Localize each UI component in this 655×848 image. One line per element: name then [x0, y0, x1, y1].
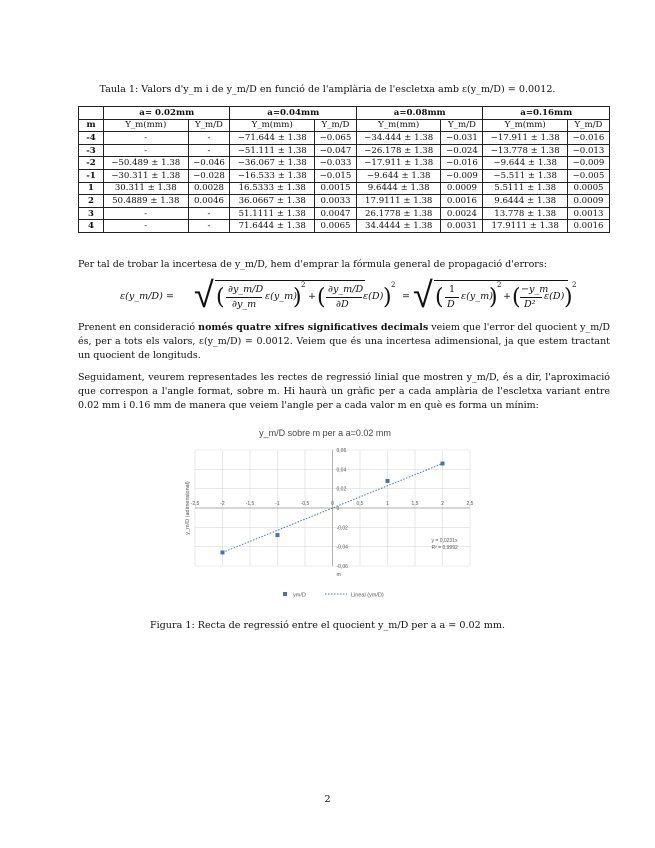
y-tick-label: -0,04	[336, 544, 348, 551]
partial-numerator: ∂y_m/D	[228, 284, 264, 295]
cell-ym: 30.311 ± 1.38	[104, 182, 189, 195]
cell-ym: 34.4444 ± 1.38	[356, 220, 441, 233]
column-header-ratio: Y_m/D	[314, 119, 356, 132]
exponent: 2	[497, 281, 502, 289]
cell-ratio: 0.0016	[441, 195, 483, 208]
cell-ratio: -	[188, 132, 230, 145]
fraction-bar	[226, 297, 262, 298]
cell-ratio: −0.005	[567, 169, 609, 182]
cell-ym: −36.067 ± 1.38	[230, 157, 315, 170]
cell-ym: 9.6444 ± 1.38	[483, 195, 568, 208]
cell-ratio: −0.028	[188, 169, 230, 182]
column-header-ym: Y_m(mm)	[104, 119, 189, 132]
paragraph-propagation: Per tal de trobar la incertesa de y_m/D, hem d'emprar la fórmula general de propagació d'errors:	[78, 259, 547, 270]
formula-term: ε(y_m)	[265, 291, 297, 302]
cell-ratio: -	[188, 220, 230, 233]
partial-denominator: ∂y_m	[232, 299, 257, 310]
page-number: 2	[324, 794, 331, 805]
table-row	[79, 182, 610, 195]
x-tick-label: -1	[275, 501, 280, 507]
x-tick-label: 0	[331, 501, 334, 507]
y-tick-label: 0,02	[336, 486, 347, 493]
cell-ratio: 0.0047	[314, 207, 356, 220]
regression-equation: y = 0,0231x	[431, 537, 458, 544]
x-tick-label: 2	[441, 501, 444, 507]
cell-ym: −9.644 ± 1.38	[483, 157, 568, 170]
cell-ym: −51.111 ± 1.38	[230, 144, 315, 157]
group-header: a=0.16mm	[483, 107, 610, 120]
paren-close: )	[383, 285, 392, 310]
equals-sign: =	[402, 291, 411, 302]
data-point	[441, 462, 445, 466]
table-row	[79, 207, 610, 220]
cell-ym: 26.1778 ± 1.38	[356, 207, 441, 220]
legend-label: Lineal (ym/D)	[351, 592, 384, 599]
paren-open: (	[317, 285, 326, 310]
paren-close: )	[489, 285, 498, 310]
column-header-ratio: Y_m/D	[441, 119, 483, 132]
paragraph-emphasis: només quatre xifres significatives decimals	[198, 322, 429, 333]
row-m-value: -1	[79, 169, 104, 182]
table-row	[79, 169, 610, 182]
table-row	[79, 144, 610, 157]
column-header-m: m	[79, 119, 104, 132]
formula-lhs: ε(y_m/D) =	[120, 291, 174, 302]
cell-ym: 17.9111 ± 1.38	[483, 220, 568, 233]
paren-close: )	[564, 285, 573, 310]
sqrt-sign: √	[194, 275, 214, 316]
cell-ratio: −0.016	[441, 157, 483, 170]
exponent: 2	[572, 281, 577, 289]
cell-ratio: 0.0016	[567, 220, 609, 233]
x-axis-label: m	[336, 572, 342, 578]
cell-ratio: −0.033	[314, 157, 356, 170]
cell-ratio: 0.0005	[567, 182, 609, 195]
cell-ym: 50.4889 ± 1.38	[104, 195, 189, 208]
cell-ym: −30.311 ± 1.38	[104, 169, 189, 182]
cell-ratio: 0.0015	[314, 182, 356, 195]
cell-ym: -	[104, 132, 189, 145]
cell-ratio: −0.009	[567, 157, 609, 170]
fraction-bar	[445, 297, 459, 298]
table-row	[79, 220, 610, 233]
cell-ratio: 0.0031	[441, 220, 483, 233]
cell-ratio: 0.0024	[441, 207, 483, 220]
column-header-ym: Y_m(mm)	[483, 119, 568, 132]
cell-ym: 5.5111 ± 1.38	[483, 182, 568, 195]
paragraph-significant-figures	[78, 321, 610, 363]
cell-ym: −5.511 ± 1.38	[483, 169, 568, 182]
cell-ym: −50.489 ± 1.38	[104, 157, 189, 170]
paren-open: (	[435, 285, 444, 310]
column-header-ym: Y_m(mm)	[356, 119, 441, 132]
group-header: a=0.08mm	[356, 107, 482, 120]
table-caption: Taula 1: Valors d'y_m i de y_m/D en funció de l'amplària de l'escletxa amb ε(y_m/D) = 0.0012.	[99, 84, 556, 95]
fraction-bar	[520, 297, 542, 298]
y-tick-label: 0,06	[336, 448, 347, 454]
y-tick-label: 0	[336, 506, 340, 512]
fraction-numerator: −y_m	[521, 284, 549, 295]
row-m-value: -2	[79, 157, 104, 170]
cell-ratio: 0.0009	[441, 182, 483, 195]
data-point	[221, 550, 225, 554]
cell-ym: −71.644 ± 1.38	[230, 132, 315, 145]
cell-ym: 71.6444 ± 1.38	[230, 220, 315, 233]
paren-open: (	[216, 285, 225, 310]
fraction-numerator: 1	[449, 284, 456, 295]
y-tick-label: -0,06	[336, 564, 348, 570]
paren-close: )	[293, 285, 302, 310]
table-group-header-row	[79, 107, 610, 120]
cell-ratio: −0.013	[567, 144, 609, 157]
cell-ratio: -	[188, 207, 230, 220]
column-header-ratio: Y_m/D	[188, 119, 230, 132]
row-m-value: 2	[79, 195, 104, 208]
y-axis-label: y_m/D (adimensional)	[185, 481, 191, 535]
x-tick-label: 1	[386, 501, 389, 507]
y-tick-label: 0,04	[336, 467, 347, 474]
fraction-denominator: D²	[524, 299, 536, 310]
table-row	[79, 195, 610, 208]
column-header-ym: Y_m(mm)	[230, 119, 315, 132]
fraction-bar	[326, 297, 362, 298]
cell-ratio: −0.031	[441, 132, 483, 145]
figure-caption: Figura 1: Recta de regressió entre el quocient y_m/D per a a = 0.02 mm.	[149, 620, 506, 631]
legend-marker-points	[283, 592, 287, 596]
x-tick-label: 0,5	[356, 501, 364, 507]
regression-chart	[165, 420, 485, 610]
cell-ratio: −0.016	[567, 132, 609, 145]
row-m-value: -3	[79, 144, 104, 157]
row-m-value: -4	[79, 132, 104, 145]
table-row	[79, 157, 610, 170]
cell-ym: 9.6444 ± 1.38	[356, 182, 441, 195]
column-header-ratio: Y_m/D	[567, 119, 609, 132]
row-m-value: 4	[79, 220, 104, 233]
x-tick-label: 2,5	[466, 501, 474, 507]
cell-ym: 13.778 ± 1.38	[483, 207, 568, 220]
x-tick-label: 1,5	[411, 501, 419, 507]
partial-numerator: ∂y_m/D	[328, 284, 364, 295]
x-tick-label: -1,5	[245, 501, 255, 507]
fraction-denominator: D	[447, 299, 455, 310]
cell-ratio: −0.047	[314, 144, 356, 157]
table-row	[79, 132, 610, 145]
y-tick-label: -0,02	[336, 525, 348, 532]
cell-ratio: 0.0065	[314, 220, 356, 233]
exponent: 2	[391, 281, 396, 289]
group-header: a=0.04mm	[230, 107, 356, 120]
partial-denominator: ∂D	[336, 299, 349, 310]
x-tick-label: -2,5	[190, 501, 200, 507]
sqrt-bar	[215, 280, 365, 281]
formula-term: ε(y_m)	[461, 291, 493, 302]
cell-ratio: 0.0046	[188, 195, 230, 208]
cell-ym: 17.9111 ± 1.38	[356, 195, 441, 208]
cell-ym: -	[104, 220, 189, 233]
cell-ratio: 0.0033	[314, 195, 356, 208]
cell-ym: −16.533 ± 1.38	[230, 169, 315, 182]
cell-ym: −17.911 ± 1.38	[483, 132, 568, 145]
cell-ratio: 0.0028	[188, 182, 230, 195]
data-point	[386, 479, 390, 483]
cell-ym: 16.5333 ± 1.38	[230, 182, 315, 195]
table-column-header-row	[79, 119, 610, 132]
cell-ym: −9.644 ± 1.38	[356, 169, 441, 182]
cell-ratio: −0.024	[441, 144, 483, 157]
sqrt-sign: √	[413, 275, 433, 316]
cell-ym: −26.178 ± 1.38	[356, 144, 441, 157]
table-corner	[79, 107, 104, 120]
x-tick-label: -2	[220, 501, 225, 507]
data-point	[276, 533, 280, 537]
group-header: a= 0.02mm	[104, 107, 230, 120]
x-tick-label: -0,5	[300, 501, 310, 507]
cell-ym: -	[104, 144, 189, 157]
row-m-value: 3	[79, 207, 104, 220]
cell-ym: −34.444 ± 1.38	[356, 132, 441, 145]
error-propagation-formula	[120, 275, 580, 316]
paragraph-regression: Seguidament, veurem representades les rectes de regressió linial que mostren y_m/D, és a dir, l'aproximació que correspon a l'angle format, sobre m. Hi haurà un gràfic per a cada amplària de l'escletxa variant entre 0.02 mm i 0.16 mm de manera que veiem l'angle per a cada valor m en què es forma un mínim:	[78, 372, 610, 411]
results-table	[78, 106, 610, 233]
cell-ym: 36.0667 ± 1.38	[230, 195, 315, 208]
cell-ratio: -	[188, 144, 230, 157]
cell-ratio: −0.009	[441, 169, 483, 182]
cell-ym: −17.911 ± 1.38	[356, 157, 441, 170]
formula-term: ε(D)	[363, 291, 384, 302]
paragraph-text: veiem que l'error del quocient y_m/D és, per a tots els valors, ε(y_m/D) = 0.0012. Veiem que és una incertesa adimensional, ja que estem tractant un quocient de longituds.	[78, 322, 611, 361]
cell-ym: 51.1111 ± 1.38	[230, 207, 315, 220]
regression-r2: R² = 0,9992	[431, 544, 458, 551]
legend-label: ym/D	[293, 592, 306, 599]
plus-sign: +	[308, 291, 317, 302]
paren-open: (	[512, 285, 521, 310]
cell-ym: −13.778 ± 1.38	[483, 144, 568, 157]
exponent: 2	[301, 281, 306, 289]
cell-ratio: −0.015	[314, 169, 356, 182]
cell-ratio: 0.0013	[567, 207, 609, 220]
paragraph-text: Prenent en consideració	[78, 322, 199, 333]
row-m-value: 1	[79, 182, 104, 195]
cell-ratio: −0.065	[314, 132, 356, 145]
cell-ratio: 0.0009	[567, 195, 609, 208]
plus-sign: +	[503, 291, 512, 302]
chart-title: y_m/D sobre m per a a=0.02 mm	[259, 428, 391, 438]
cell-ratio: −0.046	[188, 157, 230, 170]
cell-ym: -	[104, 207, 189, 220]
formula-term: ε(D)	[544, 291, 565, 302]
